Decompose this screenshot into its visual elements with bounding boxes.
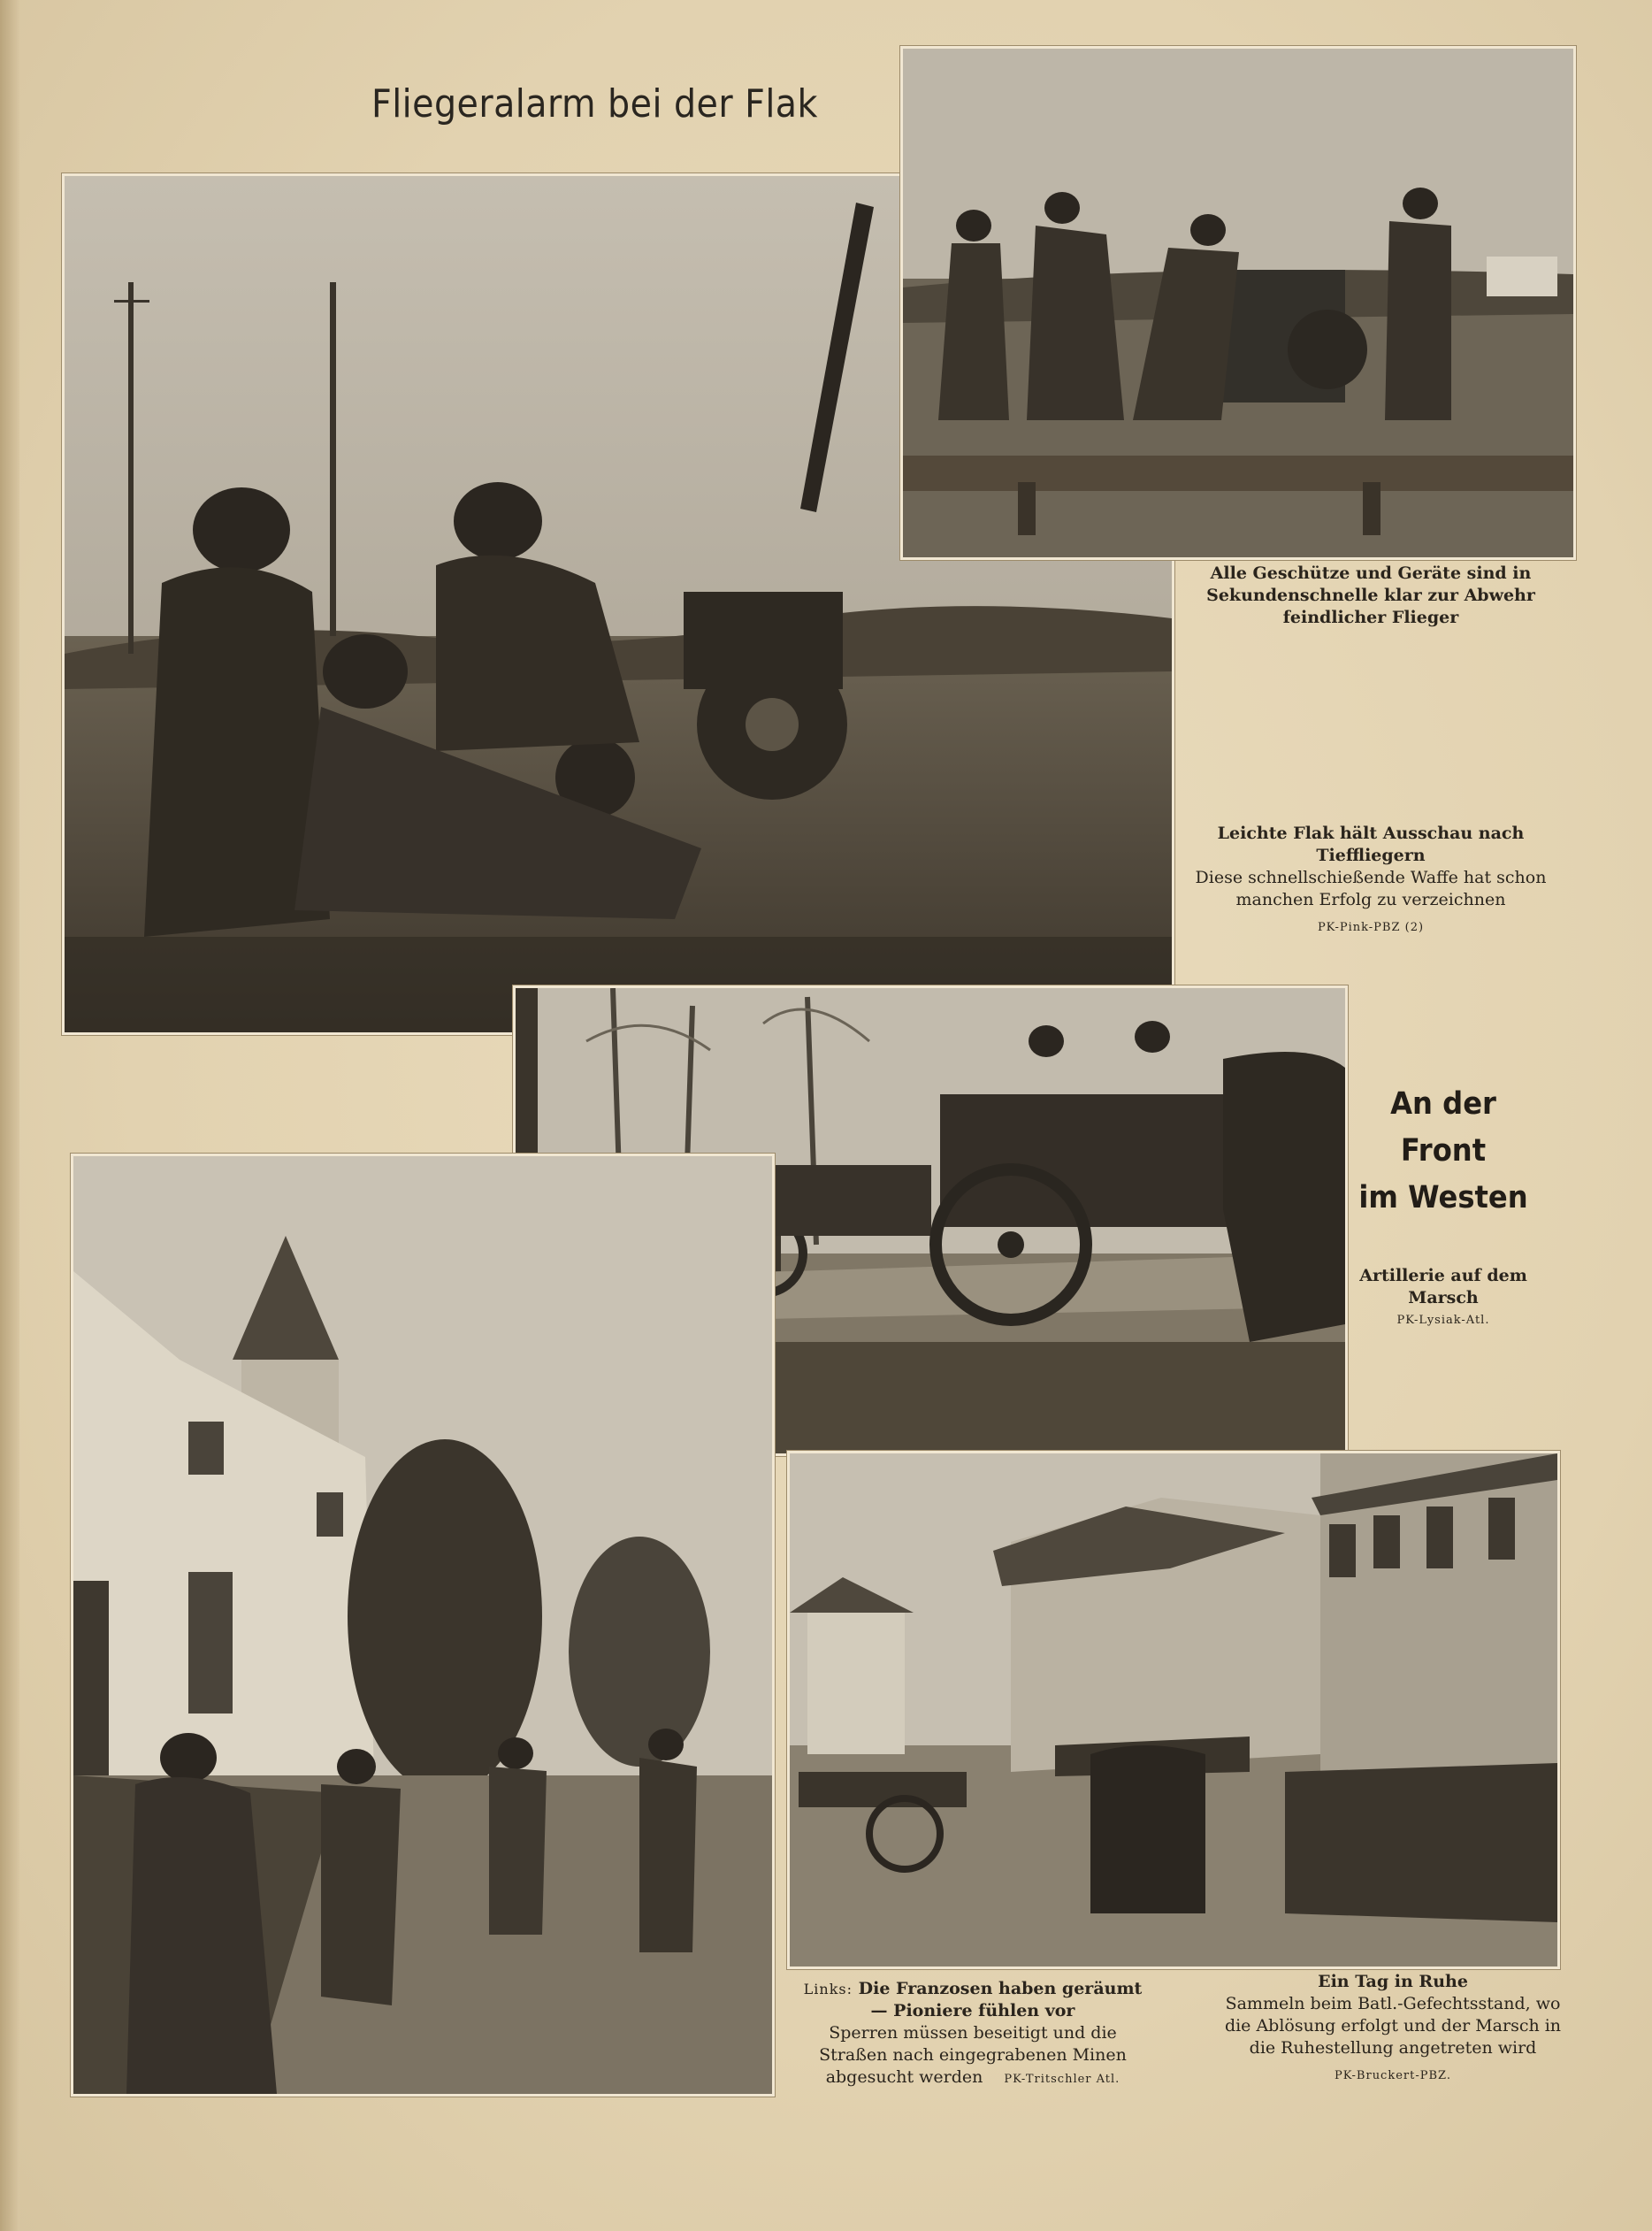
caption-day-of-rest-body: Sammeln beim Batl.-Gefechtsstand, wo die Ablösung erfolgt und der Marsch in die Ruhestellung angetreten wird	[1224, 1994, 1562, 2058]
headline-line-1: An der	[1390, 1086, 1496, 1122]
section-headline	[1354, 1081, 1533, 1222]
caption-artillery	[1355, 1265, 1532, 1331]
photo-credit-tritschler: PK-Tritschler Atl.	[1004, 2073, 1120, 2086]
headline-line-3: im Westen	[1358, 1180, 1528, 1215]
caption-gun-readiness	[1185, 563, 1556, 629]
photo-credit-lysiak: PK-Lysiak-Atl.	[1396, 1314, 1490, 1327]
photo-rest-village-street	[787, 1451, 1560, 1969]
caption-light-flak-body: Diese schnellschießende Waffe hat schon manchen Erfolg zu verzeichnen	[1195, 868, 1547, 909]
caption-french-retreat-head	[796, 1978, 1150, 2022]
page-title: Fliegeralarm bei der Flak	[371, 81, 818, 126]
caption-day-of-rest	[1220, 1971, 1565, 2087]
page-binding-edge	[0, 0, 19, 2231]
caption-french-retreat-body: Sperren müssen beseitigt und die Straßen nach eingegrabenen Minen abgesucht werden	[819, 2023, 1127, 2087]
caption-day-of-rest-head: Ein Tag in Ruhe	[1318, 1972, 1468, 1991]
caption-french-retreat-headline: Die Franzosen haben geräumt — Pioniere fühlen vor	[858, 1979, 1143, 2020]
photo-credit-pink: PK-Pink-PBZ (2)	[1317, 921, 1425, 934]
caption-artillery-text: Artillerie auf dem Marsch	[1359, 1266, 1527, 1307]
caption-prefix: Links:	[803, 1981, 853, 1997]
headline-line-2: Front	[1400, 1133, 1487, 1169]
caption-light-flak-head: Leichte Flak hält Ausschau nach Tieffliegern	[1217, 824, 1525, 865]
photo-pioneers-village	[71, 1154, 775, 2097]
photo-gun-crews-platform	[900, 46, 1576, 560]
caption-french-retreat	[796, 1978, 1150, 2090]
caption-light-flak	[1185, 823, 1556, 939]
caption-gun-readiness-text: Alle Geschütze und Geräte sind in Sekundenschnelle klar zur Abwehr feindlicher Flieger	[1206, 564, 1535, 627]
photo-credit-bruckert: PK-Bruckert-PBZ.	[1335, 2069, 1451, 2082]
